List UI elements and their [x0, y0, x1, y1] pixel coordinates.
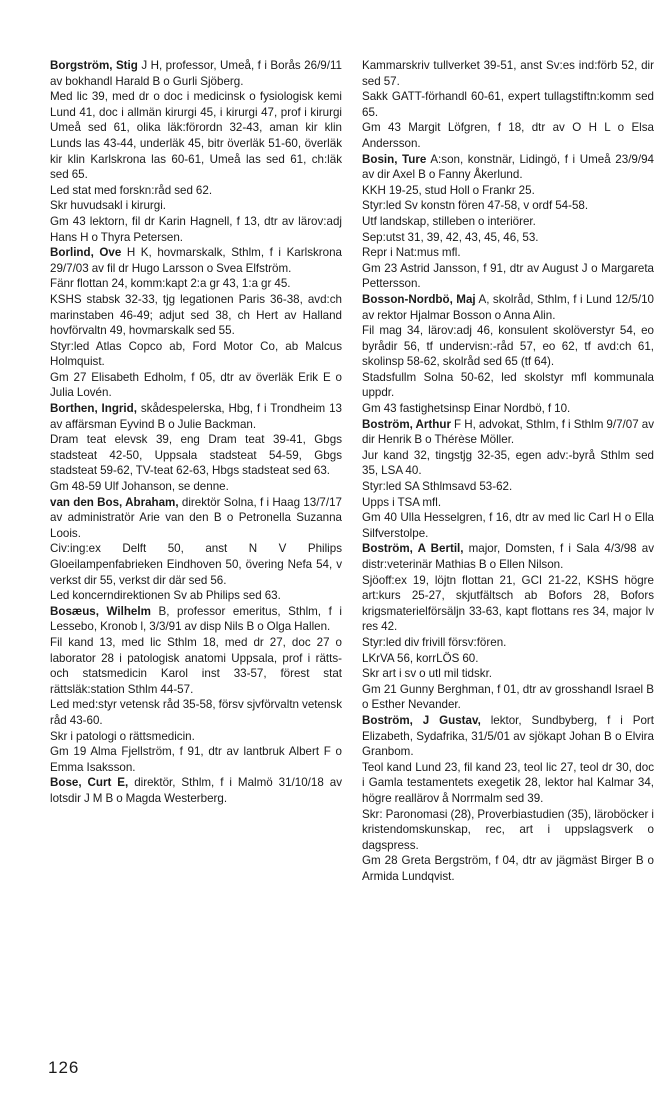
entry-paragraph	[362, 183, 654, 199]
entry-text: Gm 27 Elisabeth Edholm, f 05, dtr av överläk Erik E o Julia Lovén.	[50, 370, 342, 400]
entry-paragraph	[50, 214, 342, 245]
entry-name: van den Bos, Abraham,	[50, 495, 179, 509]
entry-paragraph	[50, 183, 342, 199]
entry-text: Kammarskriv tullverket 39-51, anst Sv:es ind:förb 52, dir sed 57.	[362, 59, 654, 88]
entry-text: Med lic 39, med dr o doc i medicinsk o fysiologisk kemi Lund 41, doc i allmän kirurgi 45, i kirurgi 47, prof i kirurgi Umeå sed 61, olika läk:förordn 32-43, aman kir klin Lunds las 43-44, underläk 45, bitr överläk 51-60, överläk kir klin Karlskrona las 60-61, Umeå las sed 61, ch:läk sed 65.	[50, 90, 342, 182]
entry-heading-paragraph	[50, 245, 342, 276]
entry-text: Fil kand 13, med lic Sthlm 18, med dr 27, doc 27 o laborator 28 i patologisk anatomi Uppsala, prof i rätts- och statsmedicin Karol inst 33-57, förest stat rättsläk:station Sthlm 44-57.	[50, 635, 342, 696]
entry-text: Styr:led SA Sthlmsavd 53-62.	[362, 480, 513, 494]
entry-text: A, skolråd, Sthlm, f i Lund 12/5/10 av rektor Hjalmar Bosson o Anna Alin.	[362, 292, 655, 322]
entry-paragraph	[362, 666, 654, 682]
entry-name: Borthen, Ingrid,	[50, 402, 137, 416]
entry-heading-paragraph	[50, 58, 342, 89]
entry-paragraph	[362, 510, 654, 541]
entry-text: Skr i patologi o rättsmedicin.	[50, 729, 195, 743]
entry-heading-paragraph	[362, 541, 654, 572]
entry-text: direktör Solna, f i Haag 13/7/17 av administratör Arie van den B o Petronella Suzanna Loois.	[50, 495, 342, 540]
entry-paragraph	[362, 230, 654, 246]
entry-name: Bose, Curt E,	[50, 776, 129, 790]
entry-text: J H, professor, Umeå, f i Borås 26/9/11 av bokhandl Harald B o Gurli Sjöberg.	[50, 59, 342, 88]
entry-paragraph	[362, 214, 654, 230]
entry-paragraph	[362, 495, 654, 511]
entry-heading-paragraph	[362, 713, 654, 760]
entry-text: Fänr flottan 24, komm:kapt 2:a gr 43, 1:a gr 45.	[50, 277, 291, 291]
entry-text: Skr huvudsakl i kirurgi.	[50, 199, 167, 213]
entry-paragraph	[362, 573, 654, 635]
entry-paragraph	[362, 401, 654, 417]
entry-paragraph	[50, 588, 342, 604]
entry-paragraph	[50, 635, 342, 697]
entry-text: Skr: Paronomasi (28), Proverbiastudien (35), läroböcker i kristendomskunskap, rec, art i uppslagsverk o dagspress.	[362, 807, 654, 852]
entry-text: LKrVA 56, korrLÖS 60.	[362, 651, 479, 665]
entry-paragraph	[362, 853, 654, 884]
entry-heading-paragraph	[50, 775, 342, 806]
entry-text: Sep:utst 31, 39, 42, 43, 45, 46, 53.	[362, 230, 539, 244]
entry-name: Borlind, Ove	[50, 246, 122, 260]
entry-text: Teol kand Lund 23, fil kand 23, teol lic 27, teol dr 30, doc i Gamla testamentets exegetik 28, lektor hal Kalmar 34, högre reallärov å Norrmalm sed 39.	[362, 760, 654, 805]
entry-text: Civ:ing:ex Delft 50, anst N V Philips Gloeilampenfabrieken Eindhoven 50, övering Nefa 54, v verkst dir 55, verkst dir där sed 56.	[50, 542, 342, 587]
entry-paragraph	[362, 448, 654, 479]
entry-text: Gm 40 Ulla Hesselgren, f 16, dtr av med lic Carl H o Ella Silfverstolpe.	[362, 511, 654, 540]
entry-name: Bosson-Nordbö, Maj	[362, 292, 476, 306]
entry-text: Gm 21 Gunny Berghman, f 01, dtr av grosshandl Israel B o Esther Nevander.	[362, 682, 654, 712]
entry-paragraph	[50, 276, 342, 292]
entry-paragraph	[362, 635, 654, 651]
entry-text: Stadsfullm Solna 50-62, led skolstyr mfl kommunala uppdr.	[362, 370, 654, 400]
entry-text: Upps i TSA mfl.	[362, 495, 442, 509]
entry-text: Gm 28 Greta Bergström, f 04, dtr av jägmäst Birger B o Armida Lundqvist.	[362, 854, 654, 883]
entry-paragraph	[362, 760, 654, 807]
entry-text: direktör, Sthlm, f i Malmö 31/10/18 av lotsdir J M B o Magda Westerberg.	[50, 776, 342, 805]
entry-heading-paragraph	[362, 292, 654, 323]
entry-name: Bosin, Ture	[362, 152, 427, 166]
page-number: 126	[48, 1058, 80, 1077]
entry-text: Skr art i sv o utl mil tidskr.	[362, 667, 493, 681]
entry-paragraph	[50, 729, 342, 745]
entry-text: F H, advokat, Sthlm, f i Sthlm 9/7/07 av dir Henrik B o Thérèse Möller.	[362, 417, 654, 447]
entry-text: KSHS stabsk 32-33, tjg legationen Paris 36-38, avd:ch marinstaben 46-49; adjut sed 38, ch Hert av Halland hovförvaltn 49, hovmarskalk sed 55.	[50, 292, 342, 338]
entry-paragraph	[362, 370, 654, 401]
entry-text: Styr:led Sv konstn fören 47-58, v ordf 54-58.	[362, 199, 589, 213]
entry-name: Boström, A Bertil,	[362, 542, 464, 556]
entry-paragraph	[50, 339, 342, 370]
entry-name: Borgström, Stig	[50, 59, 138, 72]
entry-paragraph	[50, 370, 342, 401]
entry-paragraph	[362, 89, 654, 120]
entry-paragraph	[50, 744, 342, 775]
entry-text: Dram teat elevsk 39, eng Dram teat 39-41, Gbgs stadsteat 42-50, Uppsala stadsteat 54-59, Gbgs stadsteat 59-62, TV-teat 62-63, Hbgs stadsteat sed 63.	[50, 433, 342, 478]
entry-paragraph	[362, 682, 654, 713]
entry-heading-paragraph	[50, 401, 342, 432]
entry-text: major, Domsten, f i Sala 4/3/98 av distr:veterinär Mathias B o Ellen Nilson.	[362, 542, 654, 571]
entry-text: Gm 48-59 Ulf Johanson, se denne.	[50, 480, 229, 494]
entry-text: Utf landskap, stilleben o interiörer.	[362, 214, 536, 228]
entry-text: A:son, konstnär, Lidingö, f i Umeå 23/9/94 av dir Axel B o Fanny Åkerlund.	[362, 152, 654, 182]
entry-name: Boström, Arthur	[362, 417, 451, 431]
entry-text: skådespelerska, Hbg, f i Trondheim 13 av affärsman Eyvind B o Julie Backman.	[50, 402, 342, 431]
entry-paragraph	[362, 323, 654, 370]
entry-name: Bosæus, Wilhelm	[50, 604, 151, 618]
entry-paragraph	[50, 479, 342, 495]
entry-text: Led koncerndirektionen Sv ab Philips sed 63.	[50, 589, 281, 603]
entry-paragraph	[362, 58, 654, 89]
entry-text: Sakk GATT-förhandl 60-61, expert tullagstiftn:komm sed 65.	[362, 90, 654, 119]
entry-heading-paragraph	[50, 604, 342, 635]
entry-heading-paragraph	[362, 417, 654, 448]
entry-paragraph	[50, 541, 342, 588]
entry-paragraph	[50, 89, 342, 183]
entry-paragraph	[362, 807, 654, 854]
entry-paragraph	[50, 198, 342, 214]
entry-name: Boström, J Gustav,	[362, 713, 481, 727]
entry-text: lektor, Sundbyberg, f i Port Elizabeth, Sydafrika, 31/5/01 av sjökapt Johan B o Elvira Granbom.	[362, 713, 655, 759]
entry-text: Led med:styr vetensk råd 35-58, försv sjvförvaltn vetensk råd 43-60.	[50, 698, 342, 727]
left-column	[50, 58, 342, 807]
entry-text: Gm 23 Astrid Jansson, f 91, dtr av August J o Margareta Pettersson.	[362, 261, 654, 291]
entry-text: Jur kand 32, tingstjg 32-35, egen adv:-byrå Sthlm sed 35, LSA 40.	[362, 448, 654, 478]
entry-text: Gm 43 fastighetsinsp Einar Nordbö, f 10.	[362, 402, 571, 416]
entry-paragraph	[362, 245, 654, 261]
entry-text: Gm 43 lektorn, fil dr Karin Hagnell, f 13, dtr av lärov:adj Hans H o Thyra Petersen.	[50, 214, 342, 244]
entry-text: Styr:led Atlas Copco ab, Ford Motor Co, ab Malcus Holmquist.	[50, 339, 342, 369]
entry-paragraph	[362, 261, 654, 292]
entry-text: H K, hovmarskalk, Sthlm, f i Karlskrona 29/7/03 av fil dr Hugo Larsson o Svea Elfström.	[50, 246, 342, 275]
right-column	[362, 58, 654, 884]
entry-text: KKH 19-25, stud Holl o Frankr 25.	[362, 183, 535, 197]
entry-text: Fil mag 34, lärov:adj 46, konsulent skolöverstyr 54, eo byrådir 56, tf undervisn:-råd 57, eo 62, tf avd:ch 61, skolinsp 58-62, skolråd sed 65 (tf 64).	[362, 324, 654, 369]
entry-paragraph	[50, 697, 342, 728]
entry-text: Styr:led div frivill försv:fören.	[362, 635, 507, 649]
entry-paragraph	[50, 432, 342, 479]
entry-heading-paragraph	[50, 495, 342, 542]
entry-paragraph	[362, 198, 654, 214]
entry-text: Gm 43 Margit Löfgren, f 18, dtr av O H L o Elsa Andersson.	[362, 121, 654, 150]
entry-paragraph	[362, 120, 654, 151]
entry-paragraph	[362, 479, 654, 495]
entry-text: Sjöoff:ex 19, löjtn flottan 21, GCI 21-22, KSHS högre art:kurs 25-27, skjutfältsch ab Bofors 28, Bofors krigsmaterielförsäljn 33-63, kapt flottans res 34, major lv res 42.	[362, 573, 654, 634]
entry-text: B, professor emeritus, Sthlm, f i Lessebo, Kronob l, 3/3/91 av disp Nils B o Olga Hallen.	[50, 604, 342, 634]
entry-paragraph	[362, 651, 654, 667]
entry-heading-paragraph	[362, 152, 654, 183]
entry-text: Gm 19 Alma Fjellström, f 91, dtr av lantbruk Albert F o Emma Isaksson.	[50, 745, 342, 774]
entry-paragraph	[50, 292, 342, 339]
entry-text: Repr i Nat:mus mfl.	[362, 246, 461, 260]
entry-text: Led stat med forskn:råd sed 62.	[50, 183, 213, 197]
